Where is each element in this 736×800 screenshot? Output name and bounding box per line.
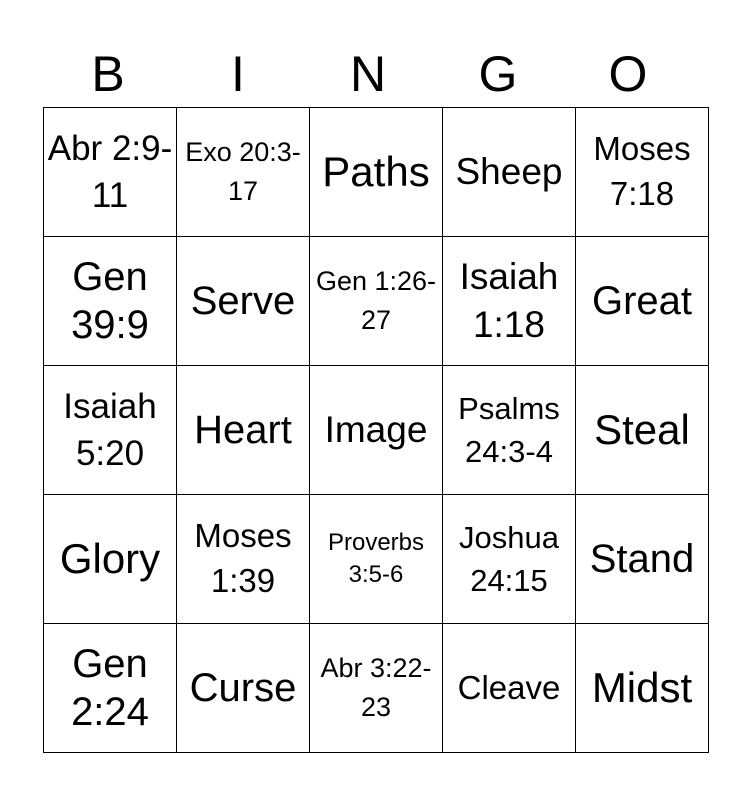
- bingo-row: [44, 495, 709, 624]
- bingo-cell[interactable]: [177, 237, 310, 366]
- header-letter-b: B: [91, 46, 125, 102]
- bingo-cell[interactable]: [177, 366, 310, 495]
- bingo-cell[interactable]: [310, 108, 443, 237]
- cell-text: Midst: [591, 663, 693, 711]
- cell-text: Curse: [189, 666, 297, 710]
- cell-text: Steal: [594, 405, 690, 453]
- cell-text: Moses 7:18: [593, 130, 691, 212]
- bingo-cell[interactable]: [177, 108, 310, 237]
- cell-text: Isaiah 5:20: [63, 386, 157, 473]
- bingo-row: [44, 108, 709, 237]
- bingo-cell[interactable]: [310, 624, 443, 753]
- bingo-cell[interactable]: [177, 624, 310, 753]
- cell-text: Exo 20:3-17: [185, 136, 301, 206]
- bingo-cell[interactable]: [576, 624, 709, 753]
- bingo-cell[interactable]: [443, 624, 576, 753]
- bingo-cell[interactable]: [443, 366, 576, 495]
- bingo-cell[interactable]: [443, 108, 576, 237]
- cell-text: Moses 1:39: [194, 517, 292, 599]
- bingo-cell[interactable]: [443, 495, 576, 624]
- header-letter-o: O: [608, 46, 648, 102]
- cell-text: Isaiah 1:18: [459, 255, 559, 345]
- cell-text: Stand: [589, 537, 695, 581]
- header-letter-i: I: [231, 46, 245, 102]
- bingo-cell[interactable]: [443, 237, 576, 366]
- bingo-header: [43, 40, 693, 108]
- bingo-cell[interactable]: [310, 237, 443, 366]
- cell-text: Paths: [322, 147, 430, 195]
- bingo-cell[interactable]: [576, 237, 709, 366]
- bingo-row: [44, 237, 709, 366]
- bingo-grid: [43, 107, 709, 753]
- bingo-cell[interactable]: [44, 366, 177, 495]
- bingo-cell[interactable]: [576, 366, 709, 495]
- bingo-row: [44, 366, 709, 495]
- cell-text: Image: [324, 408, 428, 450]
- bingo-cell[interactable]: [310, 495, 443, 624]
- bingo-cell[interactable]: [44, 237, 177, 366]
- bingo-cell[interactable]: [576, 495, 709, 624]
- bingo-row: [44, 624, 709, 753]
- cell-text: Abr 3:22-23: [320, 652, 432, 722]
- bingo-cell[interactable]: [44, 108, 177, 237]
- cell-text: Great: [591, 279, 693, 323]
- bingo-cell[interactable]: [44, 495, 177, 624]
- cell-text: Heart: [194, 408, 292, 452]
- cell-text: Sheep: [455, 150, 563, 192]
- bingo-cell[interactable]: [44, 624, 177, 753]
- cell-text: Proverbs 3:5-6: [327, 528, 425, 588]
- header-letter-g: G: [478, 46, 518, 102]
- bingo-cell[interactable]: [310, 366, 443, 495]
- cell-text: Gen 39:9: [71, 255, 149, 347]
- cell-text: Glory: [59, 534, 161, 582]
- cell-text: Abr 2:9-11: [47, 128, 173, 215]
- cell-text: Joshua 24:15: [459, 519, 559, 598]
- header-letter-n: N: [349, 46, 387, 102]
- bingo-cell[interactable]: [576, 108, 709, 237]
- cell-text: Gen 2:24: [71, 642, 149, 734]
- bingo-cell[interactable]: [177, 495, 310, 624]
- cell-text: Cleave: [457, 668, 561, 706]
- cell-text: Serve: [190, 279, 296, 323]
- cell-text: Psalms 24:3-4: [458, 390, 560, 469]
- cell-text: Gen 1:26-27: [315, 265, 437, 335]
